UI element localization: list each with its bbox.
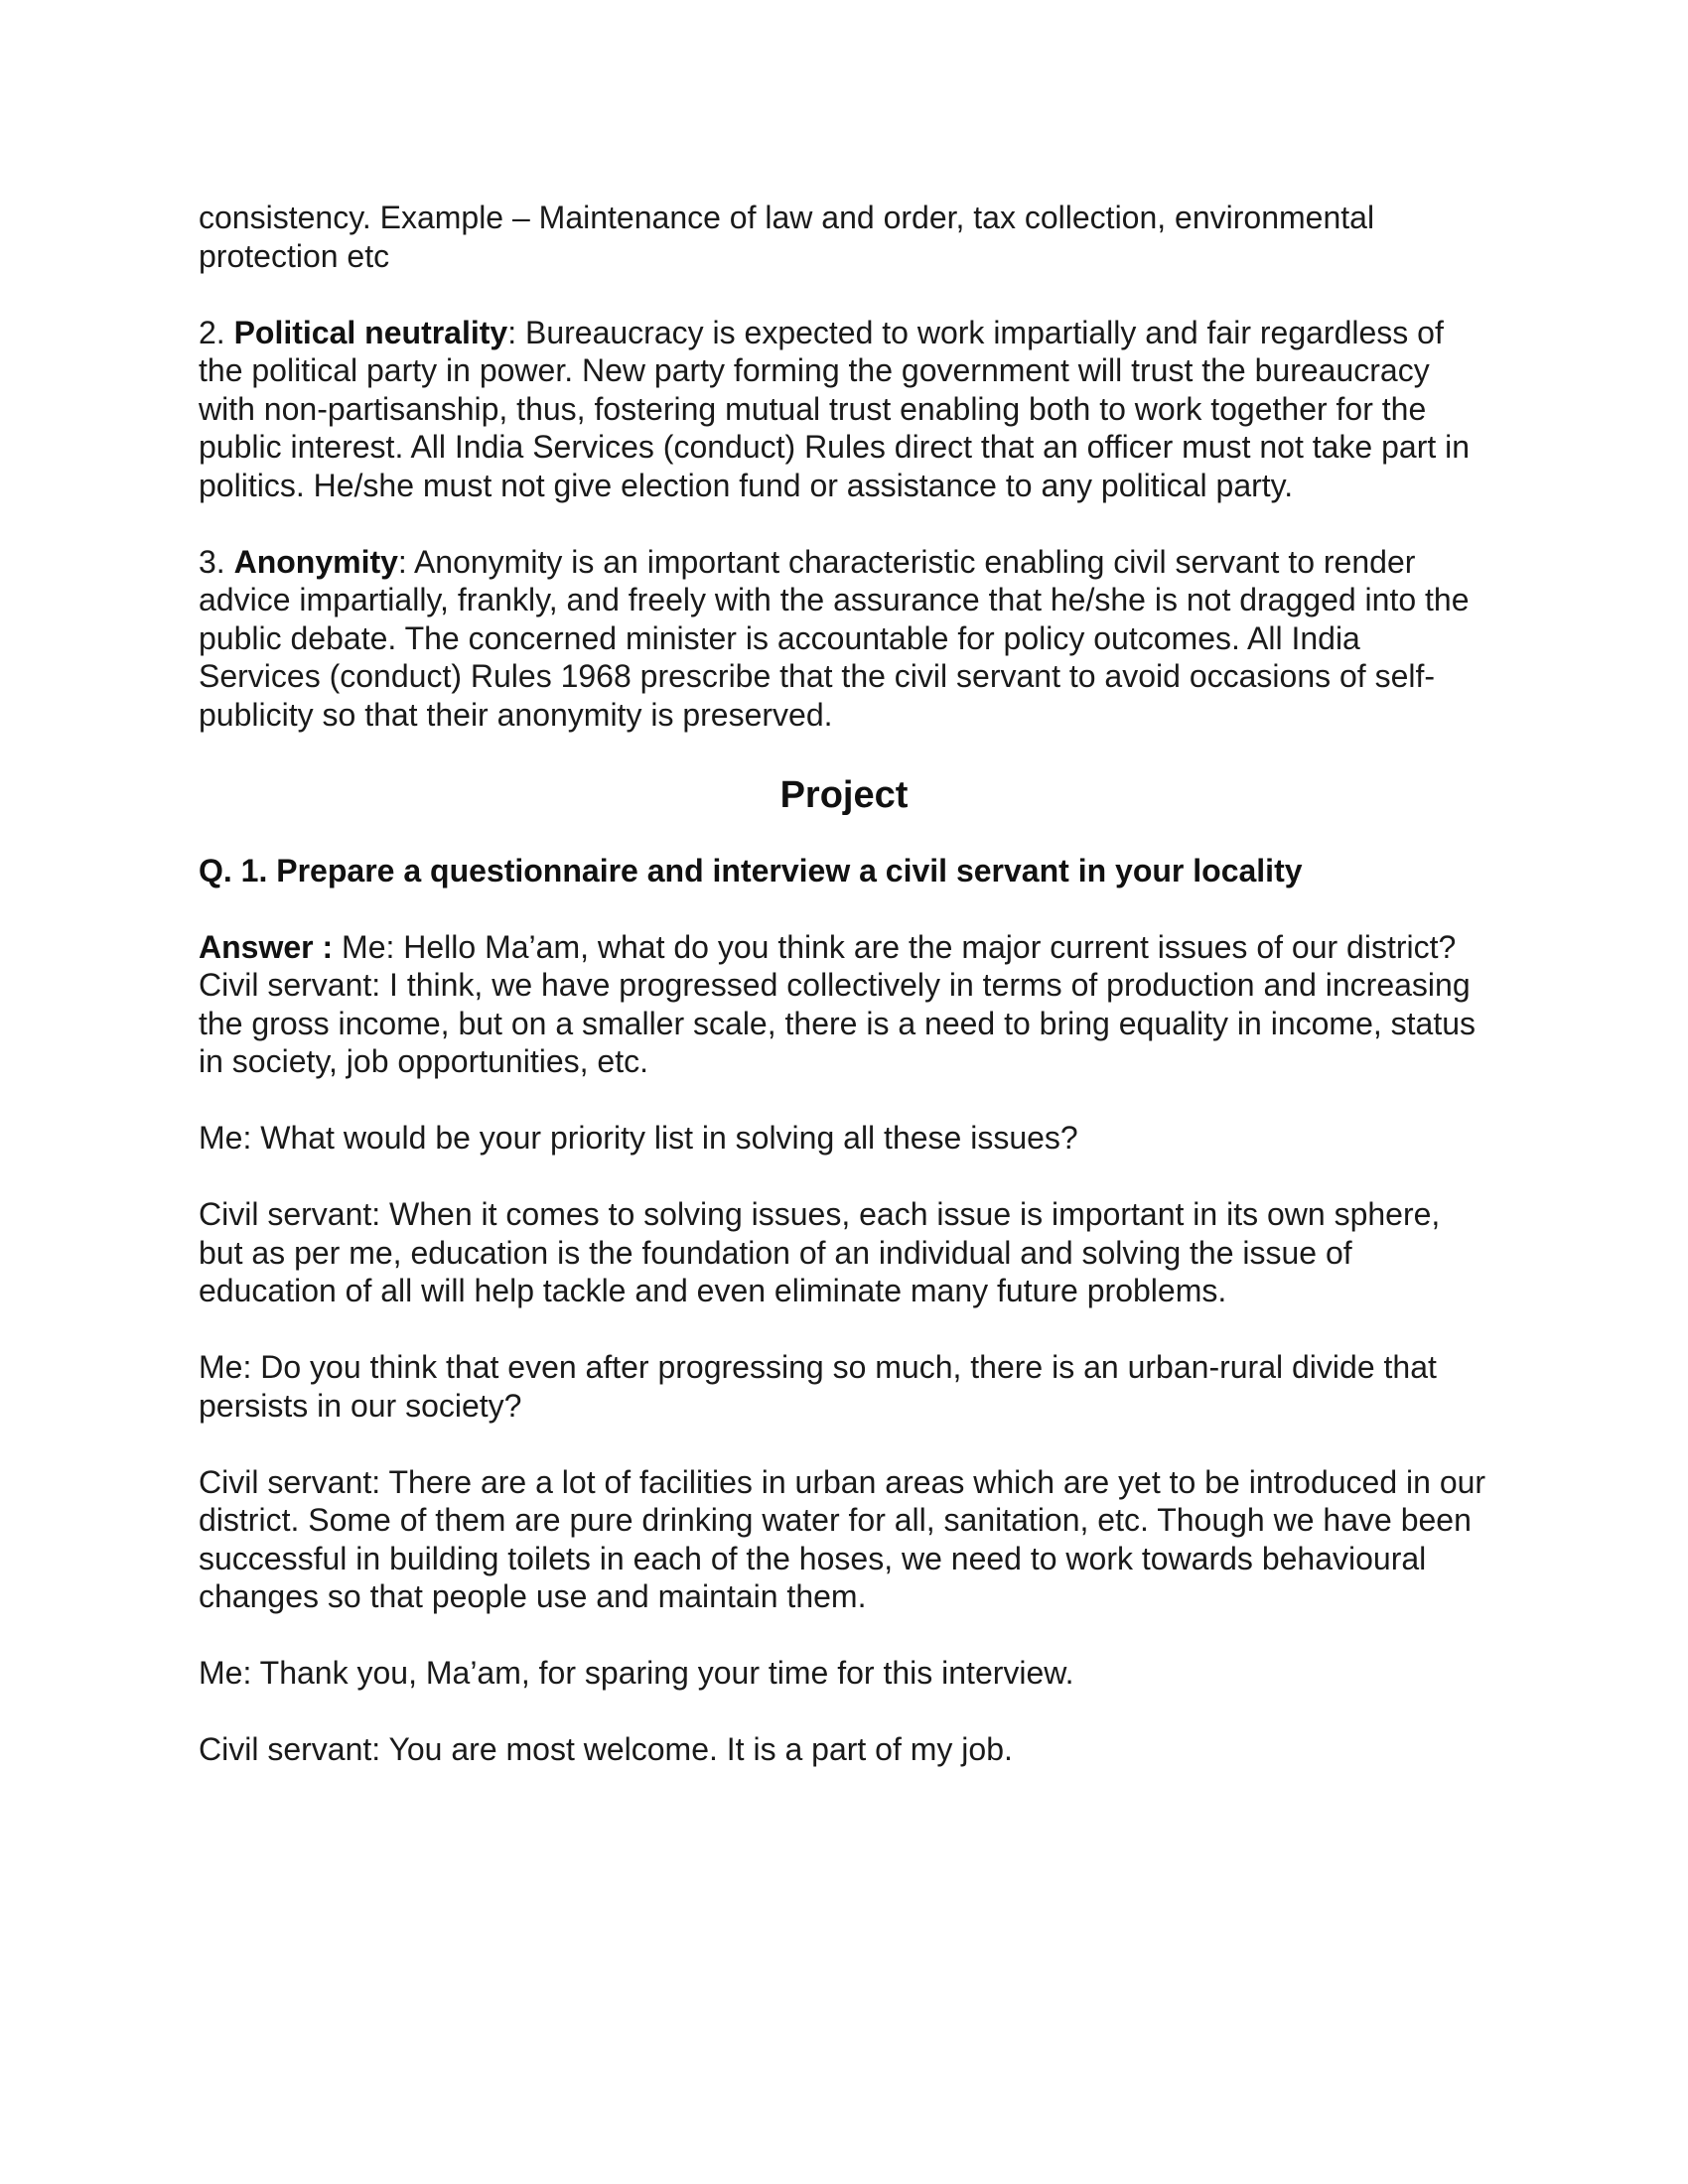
dialogue-line: Civil servant: When it comes to solving issues, each issue is important in its own sphere, but as per me, education is the foundation of an individual and solving the issue of education of all will help tackle and even eliminate many future problems. — [199, 1196, 1441, 1308]
document-page — [199, 199, 1489, 1807]
section-heading: Project — [779, 773, 909, 816]
point-number: 3. — [199, 543, 225, 580]
dialogue-line: Civil servant: You are most welcome. It is a part of my job. — [199, 1731, 1013, 1767]
point-text: : Anonymity is an important characteristic enabling civil servant to render advice impartially, frankly, and freely with the assurance that he/she is not dragged into the public debate. The concerned minister is accountable for policy outcomes. All India Services (conduct) Rules 1968 prescribe that the civil servant to avoid occasions of self-publicity so that their anonymity is preserved. — [199, 543, 1470, 733]
answer-label: Answer : — [199, 928, 334, 965]
answer-paragraph — [199, 928, 1489, 1081]
dialogue-line: Civil servant: There are a lot of facilities in urban areas which are yet to be introduced in our district. Some of them are pure drinking water for all, sanitation, etc. Though we have been successful in building toilets in each of the hoses, we need to work towards behavioural changes so that people use and maintain them. — [199, 1463, 1486, 1614]
question-text: Q. 1. Prepare a questionnaire and interview a civil servant in your locality — [199, 852, 1303, 888]
point-term: Anonymity — [233, 543, 398, 580]
dialogue-line: Me: Do you think that even after progressing so much, there is an urban-rural divide that persists in our society? — [199, 1349, 1437, 1424]
dialogue-line: Me: Thank you, Ma’am, for sparing your time for this interview. — [199, 1655, 1074, 1691]
intro-paragraph: consistency. Example – Maintenance of law and order, tax collection, environmental protection etc — [199, 200, 1375, 274]
dialogue-line: Me: What would be your priority list in solving all these issues? — [199, 1120, 1078, 1156]
answer-text: Me: Hello Ma’am, what do you think are the major current issues of our district?Civil servant: I think, we have progressed collectively in terms of production and increasing the gross income, but on a smaller scale, there is a need to bring equality in income, status in society, job opportunities, etc. — [199, 928, 1477, 1079]
point-political-neutrality — [199, 314, 1489, 505]
point-anonymity — [199, 543, 1489, 735]
point-number: 2. — [199, 314, 225, 350]
point-text: : Bureaucracy is expected to work impartially and fair regardless of the political party in power. New party forming the government will trust the bureaucracy with non-partisanship, thus, fostering mutual trust enabling both to work together for the public interest. All India Services (conduct) Rules direct that an officer must not take part in politics. He/she must not give election fund or assistance to any political party. — [199, 314, 1471, 503]
point-term: Political neutrality — [233, 314, 508, 350]
